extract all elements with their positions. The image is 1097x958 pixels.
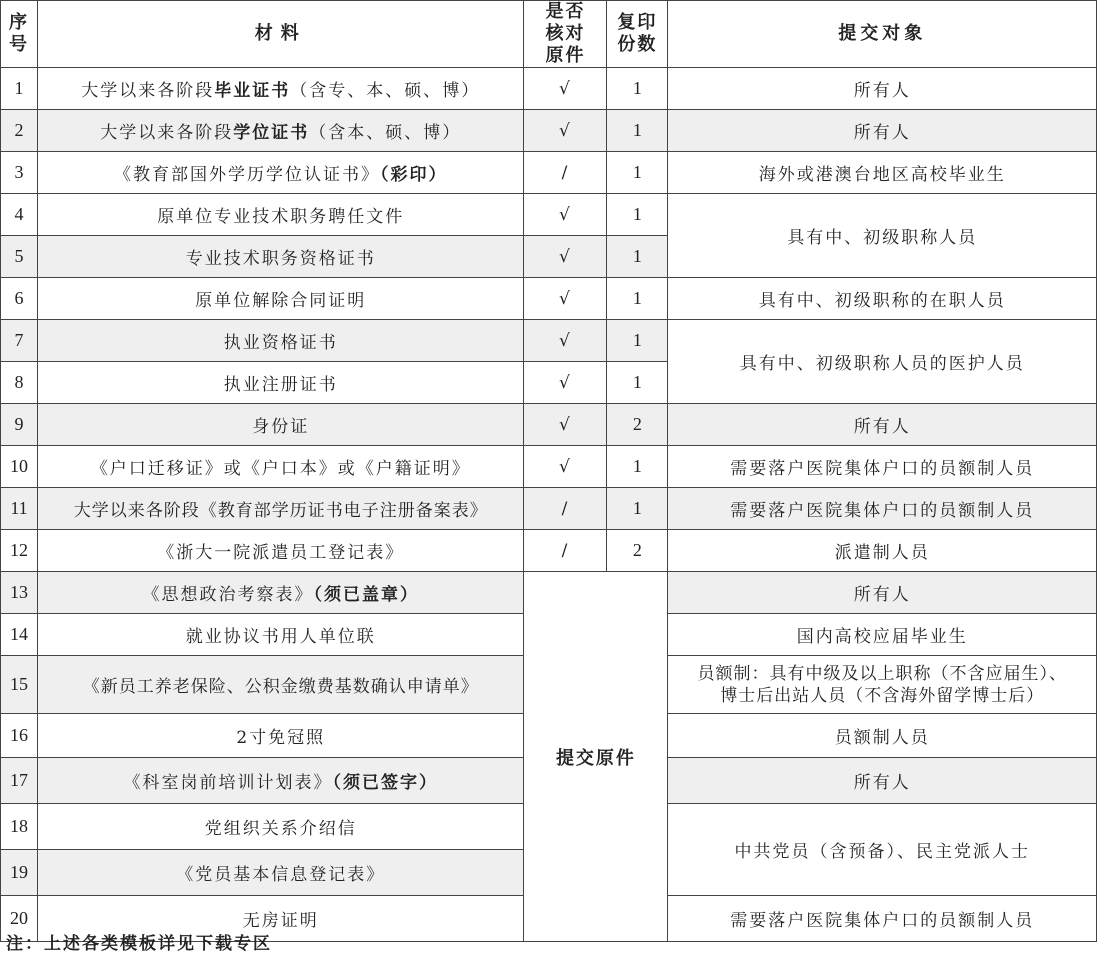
seq-cell: 11 (1, 488, 38, 530)
material-cell: 《科室岗前培训计划表》（须已签字） (38, 758, 524, 804)
verify-cell: √ (524, 446, 607, 488)
header-row (1, 1, 1097, 68)
copies-cell: 1 (607, 488, 668, 530)
seq-cell: 16 (1, 714, 38, 758)
seq-cell: 13 (1, 572, 38, 614)
table-row (1, 152, 1097, 194)
material-cell: 就业协议书用人单位联 (38, 614, 524, 656)
material-cell: 身份证 (38, 404, 524, 446)
target-line-2: 博士后出站人员（不含海外留学博士后） (720, 685, 1045, 706)
table-row (1, 110, 1097, 152)
header-material: 材料 (38, 1, 524, 68)
header-copies: 复印份数 (607, 1, 668, 68)
material-cell: 《户口迁移证》或《户口本》或《户籍证明》 (38, 446, 524, 488)
footnote: 注：上述各类模板详见下载专区 (6, 934, 272, 954)
copies-cell: 2 (607, 530, 668, 572)
material-cell: 原单位专业技术职务聘任文件 (38, 194, 524, 236)
material-cell: 《思想政治考察表》（须已盖章） (38, 572, 524, 614)
target-cell: 具有中、初级职称人员 (668, 194, 1097, 278)
target-cell: 员额制人员 (668, 714, 1097, 758)
target-cell: 所有人 (668, 404, 1097, 446)
target-cell: 具有中、初级职称人员的医护人员 (668, 320, 1097, 404)
verify-cell: √ (524, 194, 607, 236)
seq-cell: 8 (1, 362, 38, 404)
copies-cell: 1 (607, 152, 668, 194)
seq-cell: 10 (1, 446, 38, 488)
table-row (1, 320, 1097, 362)
verify-cell: √ (524, 320, 607, 362)
seq-cell: 20 (1, 896, 38, 942)
copies-cell: 1 (607, 278, 668, 320)
verify-cell: √ (524, 404, 607, 446)
verify-cell: / (524, 152, 607, 194)
material-cell: 无房证明 (38, 896, 524, 942)
seq-cell: 14 (1, 614, 38, 656)
table-row (1, 68, 1097, 110)
material-cell: 党组织关系介绍信 (38, 804, 524, 850)
target-cell: 需要落户医院集体户口的员额制人员 (668, 896, 1097, 942)
target-cell: 需要落户医院集体户口的员额制人员 (668, 488, 1097, 530)
seq-cell: 5 (1, 236, 38, 278)
material-cell: 执业资格证书 (38, 320, 524, 362)
seq-cell: 12 (1, 530, 38, 572)
target-cell: 所有人 (668, 68, 1097, 110)
material-cell: 大学以来各阶段学位证书（含本、硕、博） (38, 110, 524, 152)
verify-cell: / (524, 488, 607, 530)
copies-cell: 2 (607, 404, 668, 446)
seq-cell: 17 (1, 758, 38, 804)
target-cell: 需要落户医院集体户口的员额制人员 (668, 446, 1097, 488)
target-cell: 国内高校应届毕业生 (668, 614, 1097, 656)
table-row (1, 446, 1097, 488)
seq-cell: 2 (1, 110, 38, 152)
material-cell: 《党员基本信息登记表》 (38, 850, 524, 896)
seq-cell: 4 (1, 194, 38, 236)
copies-cell: 1 (607, 194, 668, 236)
material-cell: 执业注册证书 (38, 362, 524, 404)
verify-cell: / (524, 530, 607, 572)
target-cell: 派遣制人员 (668, 530, 1097, 572)
material-cell: 大学以来各阶段毕业证书（含专、本、硕、博） (38, 68, 524, 110)
material-cell: 原单位解除合同证明 (38, 278, 524, 320)
target-cell: 中共党员（含预备）、民主党派人士 (668, 804, 1097, 896)
seq-cell: 7 (1, 320, 38, 362)
header-target: 提交对象 (668, 1, 1097, 68)
target-cell (668, 656, 1097, 714)
table-row (1, 572, 1097, 614)
copies-cell: 1 (607, 446, 668, 488)
copies-cell: 1 (607, 362, 668, 404)
table-row (1, 404, 1097, 446)
material-cell: 专业技术职务资格证书 (38, 236, 524, 278)
seq-cell: 6 (1, 278, 38, 320)
header-verify-original: 是否核对原件 (524, 1, 607, 68)
target-cell: 所有人 (668, 110, 1097, 152)
material-cell: 《教育部国外学历学位认证书》（彩印） (38, 152, 524, 194)
target-line-1: 员额制：具有中级及以上职称（不含应届生）、 (697, 663, 1067, 684)
seq-cell: 15 (1, 656, 38, 714)
material-cell: 大学以来各阶段《教育部学历证书电子注册备案表》 (38, 488, 524, 530)
seq-cell: 18 (1, 804, 38, 850)
material-cell: 《浙大一院派遣员工登记表》 (38, 530, 524, 572)
seq-cell: 9 (1, 404, 38, 446)
material-cell: 2寸免冠照 (38, 714, 524, 758)
table-row (1, 488, 1097, 530)
copies-cell: 1 (607, 110, 668, 152)
header-seq: 序号 (1, 1, 38, 68)
submit-original-merged-cell: 提交原件 (524, 572, 668, 942)
target-cell: 具有中、初级职称的在职人员 (668, 278, 1097, 320)
table-row (1, 278, 1097, 320)
seq-cell: 1 (1, 68, 38, 110)
table-row (1, 530, 1097, 572)
verify-cell: √ (524, 236, 607, 278)
material-cell: 《新员工养老保险、公积金缴费基数确认申请单》 (38, 656, 524, 714)
copies-cell: 1 (607, 320, 668, 362)
verify-cell: √ (524, 68, 607, 110)
verify-cell: √ (524, 110, 607, 152)
seq-cell: 3 (1, 152, 38, 194)
target-cell: 所有人 (668, 758, 1097, 804)
seq-cell: 19 (1, 850, 38, 896)
verify-cell: √ (524, 278, 607, 320)
verify-cell: √ (524, 362, 607, 404)
copies-cell: 1 (607, 68, 668, 110)
table-row (1, 194, 1097, 236)
target-cell: 海外或港澳台地区高校毕业生 (668, 152, 1097, 194)
copies-cell: 1 (607, 236, 668, 278)
target-cell: 所有人 (668, 572, 1097, 614)
